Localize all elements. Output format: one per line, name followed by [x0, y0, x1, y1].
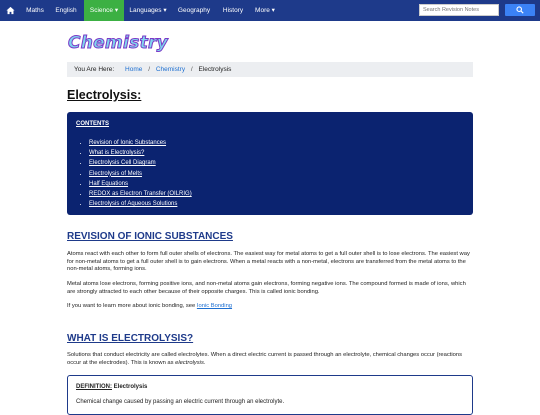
breadcrumb: [67, 62, 473, 77]
search-button[interactable]: [505, 4, 535, 16]
contents-link[interactable]: • REDOX as Electron Transfer (OILRIG): [89, 189, 192, 199]
emphasis-text: electrolysis: [175, 359, 204, 366]
ionic-bonding-link[interactable]: Ionic Bonding: [196, 303, 233, 309]
paragraph: [67, 352, 473, 367]
contents-box: [67, 112, 473, 215]
contents-link[interactable]: • Electrolysis Cell Diagram: [89, 158, 192, 168]
nav-item-languages[interactable]: Languages ▾: [129, 7, 167, 14]
breadcrumb-separator: /: [190, 66, 193, 73]
definition-header: [76, 384, 147, 390]
search-icon: [516, 6, 524, 14]
breadcrumb-current: Electrolysis: [198, 66, 232, 73]
contents-title: CONTENTS: [76, 121, 109, 127]
section-heading-what-is-electrolysis: WHAT IS ELECTROLYSIS?: [67, 333, 194, 344]
nav-item-more[interactable]: More ▾: [255, 7, 275, 14]
nav-item-english[interactable]: English: [55, 7, 77, 14]
contents-list: [89, 138, 192, 209]
nav-item-science[interactable]: Science ▾: [84, 0, 124, 21]
page-title: Electrolysis:: [67, 88, 142, 102]
paragraph-end: .: [203, 359, 206, 366]
definition-box: [67, 375, 473, 415]
contents-link[interactable]: • Revision of Ionic Substances: [89, 138, 192, 148]
paragraph: Atoms react with each other to form full outer shells of electrons. The easiest way for metal atoms to get a full outer shell is to lose electrons. The easiest way for non-metal atoms to get a full outer shell is to gain electrons. When a metal reacts with a non-metal, electrons are transferred from the metal atoms to the non-metal atoms, forming ions.: [67, 251, 470, 273]
search-input[interactable]: [419, 4, 499, 16]
contents-link[interactable]: • Electrolysis of Melts: [89, 169, 192, 179]
breadcrumb-label: You Are Here:: [74, 66, 115, 73]
definition-label: DEFINITION:: [76, 384, 112, 390]
definition-text: Chemical change caused by passing an electric current through an electrolyte.: [76, 399, 285, 405]
paragraph: Metal atoms lose electrons, forming positive ions, and non-metal atoms gain electrons, forming negative ions. The compound formed is made of ions, which are strongly attracted to each other because of their opposite charges. This is called ionic bonding.: [67, 281, 466, 295]
home-icon[interactable]: [6, 6, 15, 15]
contents-link[interactable]: • Half Equations: [89, 179, 192, 189]
paragraph-text: If you want to learn more about ionic bonding, see: [67, 303, 196, 309]
definition-term: Electrolysis: [113, 384, 148, 390]
contents-link[interactable]: • What is Electrolysis?: [89, 148, 192, 158]
nav-item-maths[interactable]: Maths: [26, 7, 44, 14]
nav-item-history[interactable]: History: [222, 7, 244, 14]
paragraph: [67, 303, 473, 311]
nav-item-geography[interactable]: Geography: [177, 7, 211, 14]
breadcrumb-home-link[interactable]: Home: [125, 66, 143, 73]
site-logo[interactable]: Chemistry: [68, 33, 169, 53]
contents-link[interactable]: • Electrolysis of Aqueous Solutions: [89, 199, 192, 209]
breadcrumb-chemistry-link[interactable]: Chemistry: [155, 66, 186, 73]
section-heading-ionic-substances: REVISION OF IONIC SUBSTANCES: [67, 231, 233, 242]
top-navigation: [0, 0, 540, 21]
breadcrumb-separator: /: [148, 66, 151, 73]
paragraph-text: Solutions that conduct electricity are called electrolytes. When a direct electric current is passed through an electrolyte, chemical changes occur (reactions occur at the electrodes). This is known as: [67, 352, 463, 366]
